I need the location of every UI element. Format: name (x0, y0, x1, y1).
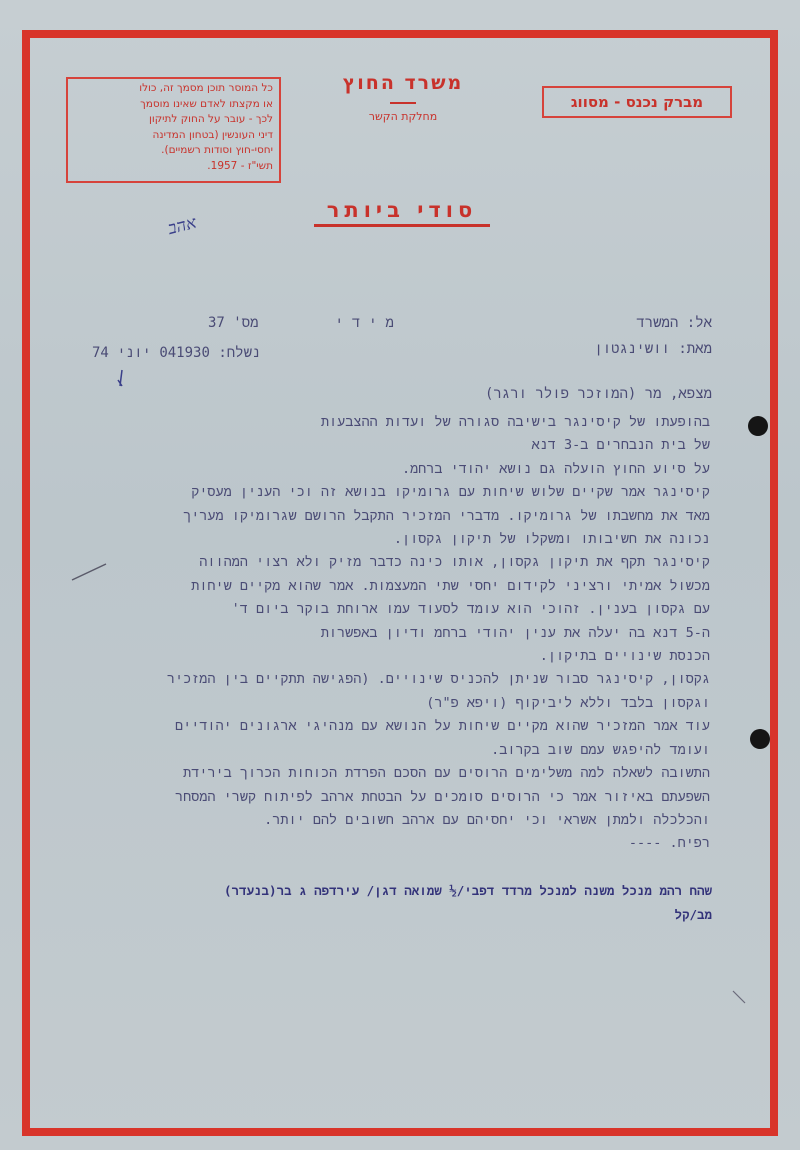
body-line: הכנסת שינויים בתיקון. (539, 648, 710, 665)
pencil-tick (114, 368, 130, 390)
body-line: וגקסון בלבד וללא ליביקוף (ויפא פ"ר) (426, 694, 710, 711)
red-border-left (22, 30, 30, 1136)
warning-line: לכך - עובר על החוק לתיקון (148, 113, 273, 125)
body-line: עוד אמר המזכיר שהוא מקיים שיחות על הנושא עם מנהיגי ארגונים יהודיים (175, 718, 710, 735)
ministry-header (318, 72, 488, 123)
body-line: מאד את מחשבתו של גרומיקו. מדברי המזכיר התקבל הרושם שגרומיקו מעריך (183, 507, 710, 524)
body-line: נכונה את חשיבותו ומשקלו של תיקון גקסון. (393, 531, 710, 548)
warning-line: או מקצתו לאדם שאינו מוסמך (140, 97, 273, 110)
distribution-list: שהח רהמ מנכל משנה למנכל מרדד דפבי/½ שמואה דגן/ עירדפה ג בר(בנעדר) (224, 883, 712, 898)
classification-underline (314, 224, 490, 227)
legal-warning-box (66, 77, 281, 183)
ministry-department: מחלקת הקשר (368, 110, 438, 123)
body-line: קיסינגר אמר שקיים שלוש שיחות עם גרומיקו בנושא זה וכי הענין מעסיק (191, 484, 710, 501)
typist-initials: מב/קל (674, 907, 712, 922)
body-line: מכשול אמיתי ורציני לקידום יחסי שתי המעצמות. אמר שהוא מקיים שיחות (191, 577, 710, 594)
body-line: בהופעתו של קיסינגר בישיבה סגורה של ועדות ההצבעות (320, 414, 710, 430)
body-line: קיסינגר תקף את תיקון גקסון, אותו כינה כדבר מזיק ולא רצוי המהווה (199, 554, 710, 571)
to-field: אל: המשרד (636, 315, 712, 331)
red-border-bottom (22, 1128, 778, 1136)
body-line: השפעתם באיזור אמר כי הרוסים סומכים על הבטחת ארהב לפיתוח קשרי המסחר (175, 788, 710, 805)
classification-label: סודי ביותר (326, 198, 478, 222)
punch-hole (748, 416, 768, 436)
sent-datetime: נשלח: 041930 יוני 74 (92, 345, 261, 361)
body-line: ועומד להיפגש עמם שוב בקרוב. (491, 741, 710, 758)
from-field: מאת: וושינגטון (594, 341, 712, 357)
message-body (90, 411, 710, 856)
warning-line: כל המוסר תוכן מסמך זה, כולו (139, 82, 273, 94)
body-line: רפיח. ---- (628, 835, 710, 852)
body-line: עם גקסון בענין. זהוכי הוא עומד לסעוד עמו ארוחת בוקר ביום ד' (231, 601, 710, 618)
body-line: גקסון, קיסינגר סבור שניתן להכניס שינויים. (הפגישה תתקיים בין המזכיר (166, 671, 710, 688)
body-line: על סיוע החוץ הועלה גם נושא יהודי ברחמ. (401, 460, 710, 477)
salutation: מצפא, מר (המוזכר פולר ורגר) (484, 386, 712, 402)
body-line: התשובה לשאלה למה משלימים הרוסים עם הסכם הפרדת הכוחות הכרוך בירידת (183, 765, 710, 782)
body-line: של בית הנבחרים ב-3 דנא (531, 437, 710, 454)
red-border-top (22, 30, 778, 38)
body-line: והכלכלה ולמתן אשראי וכי יחסיהם עם ארהב חשובים להם יותר. (264, 811, 710, 828)
pencil-mark (730, 988, 750, 1008)
pencil-stroke (70, 560, 110, 584)
punch-hole (750, 729, 770, 749)
warning-line: תשי"ז - 1957. (207, 159, 273, 172)
spaced-letters: מ י ד י (335, 315, 394, 331)
ministry-divider (390, 102, 416, 104)
handwritten-note: אהב (166, 212, 199, 240)
warning-line: דיני העונשין (בטחון המדינה (152, 128, 273, 141)
telegram-type-box: מברק נכנס - מסווג (542, 86, 732, 118)
red-border-right (770, 30, 778, 1136)
ministry-name: משרד החוץ (342, 72, 464, 94)
message-number: מס' 37 (208, 315, 259, 331)
warning-line: יחסי-חוץ וסודות רשמיים). (161, 144, 273, 156)
body-line: ה-5 דנא בה יעלה את ענין יהודי ברחמ ודיון באפשרות (320, 624, 710, 641)
